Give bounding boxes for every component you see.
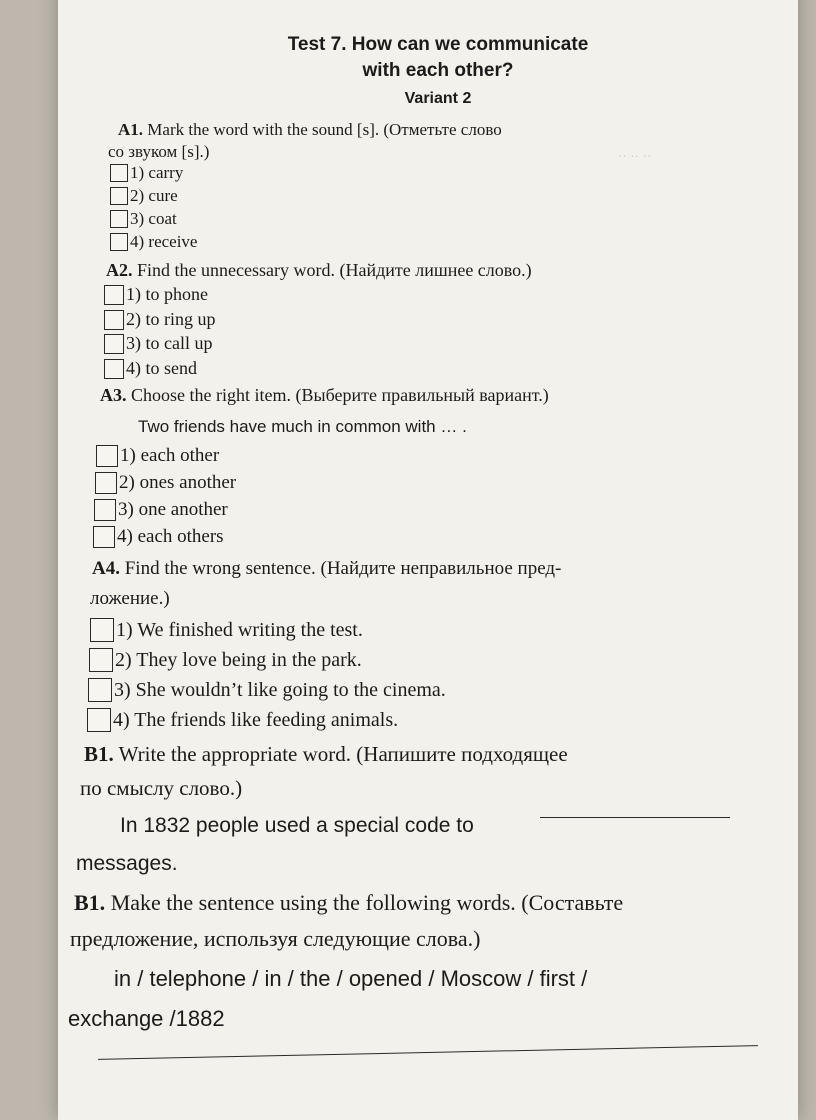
checkbox[interactable] (110, 164, 128, 182)
answer-blank-line[interactable] (540, 817, 730, 818)
option-label: 4) to send (126, 358, 197, 378)
checkbox[interactable] (95, 472, 117, 494)
a2-number: A2. (106, 260, 133, 280)
b1-write-text-line1: Write the appropriate word. (Напишите подходящее (118, 742, 568, 766)
checkbox[interactable] (110, 210, 128, 228)
option-label: 4) The friends like feeding animals. (113, 708, 399, 731)
option-label: 2) to ring up (126, 309, 216, 329)
checkbox[interactable] (96, 445, 118, 467)
test-title-line2: with each other? (362, 60, 514, 81)
a3-number: A3. (100, 385, 127, 405)
b1-make-text-line2: предложение, используя следующие слова.) (70, 926, 481, 951)
option-label: 2) They love being in the park. (115, 648, 362, 671)
b1-write-text-line2: по смыслу слово.) (80, 776, 243, 800)
checkbox[interactable] (104, 334, 124, 354)
option-label: 2) cure (130, 186, 178, 205)
b1-make-words-line1: in / telephone / in / the / opened / Moscow / first / (114, 966, 588, 991)
checkbox[interactable] (88, 678, 112, 702)
option-label: 4) each others (117, 526, 224, 547)
a3-option-1[interactable] (96, 445, 219, 467)
a3-text: Choose the right item. (Выберите правильный вариант.) (131, 385, 549, 405)
b1-make-number: B1. (74, 890, 106, 915)
a1-number: A1. (118, 120, 144, 139)
option-label: 1) We finished writing the test. (116, 618, 363, 641)
checkbox[interactable] (104, 359, 124, 379)
b1-write-sentence-line2: messages. (76, 852, 178, 875)
b1-write-sentence-line1: In 1832 people used a special code to (120, 814, 474, 837)
option-label: 3) one another (118, 499, 228, 520)
a2-option-4[interactable] (104, 358, 197, 379)
a1-option-3[interactable] (110, 209, 177, 229)
option-label: 3) to call up (126, 333, 213, 353)
option-label: 2) ones another (119, 472, 237, 493)
checkbox[interactable] (93, 526, 115, 548)
checkbox[interactable] (110, 187, 128, 205)
a1-text-line2: со звуком [s].) (108, 142, 210, 161)
option-label: 3) She wouldn’t like going to the cinema. (114, 678, 446, 701)
checkbox[interactable] (94, 499, 116, 521)
a4-option-4[interactable] (87, 708, 398, 732)
b1-make-question (74, 890, 623, 916)
checkbox[interactable] (110, 233, 128, 251)
a1-option-4[interactable] (110, 232, 197, 252)
show-through-text: ·· ·· ·· (618, 148, 652, 163)
a1-option-2[interactable] (110, 186, 178, 206)
a4-option-3[interactable] (88, 678, 446, 702)
a1-option-1[interactable] (110, 163, 183, 183)
a4-text-line1: Find the wrong sentence. (Найдите неправильное пред- (124, 558, 562, 579)
a3-option-2[interactable] (95, 472, 236, 494)
a2-option-3[interactable] (104, 333, 212, 354)
a2-option-2[interactable] (104, 309, 216, 330)
a4-option-1[interactable] (90, 618, 363, 642)
a4-number: A4. (92, 558, 120, 579)
b1-write-question (84, 742, 568, 767)
option-label: 1) carry (130, 163, 184, 182)
a3-sentence: Two friends have much in common with … . (138, 417, 467, 436)
option-label: 1) to phone (126, 284, 208, 304)
b1-write-number: B1. (84, 742, 114, 766)
option-label: 3) coat (130, 209, 177, 228)
a3-option-3[interactable] (94, 499, 228, 521)
a1-text-line1: Mark the word with the sound [s]. (Отметьте слово (147, 120, 502, 139)
b1-make-words-line2: exchange /1882 (68, 1006, 225, 1031)
checkbox[interactable] (104, 310, 124, 330)
variant-label: Variant 2 (404, 90, 472, 107)
checkbox[interactable] (90, 618, 114, 642)
a4-option-2[interactable] (89, 648, 362, 672)
test-title-line1: Test 7. How can we communicate (287, 34, 589, 55)
b1-make-text-line1: Make the sentence using the following words. (Составьте (110, 890, 624, 915)
a4-text-line2: ложение.) (90, 588, 170, 609)
option-label: 4) receive (130, 232, 198, 251)
option-label: 1) each other (120, 445, 220, 466)
answer-line[interactable] (98, 1045, 758, 1060)
a3-option-4[interactable] (93, 526, 224, 548)
checkbox[interactable] (104, 285, 124, 305)
a1-question (118, 120, 502, 140)
checkbox[interactable] (87, 708, 111, 732)
worksheet-page (58, 0, 798, 1120)
a2-text: Find the unnecessary word. (Найдите лишнее слово.) (137, 260, 532, 280)
a2-option-1[interactable] (104, 284, 208, 305)
a2-question (106, 260, 532, 281)
checkbox[interactable] (89, 648, 113, 672)
a4-question (92, 558, 561, 580)
a3-question (100, 385, 549, 406)
